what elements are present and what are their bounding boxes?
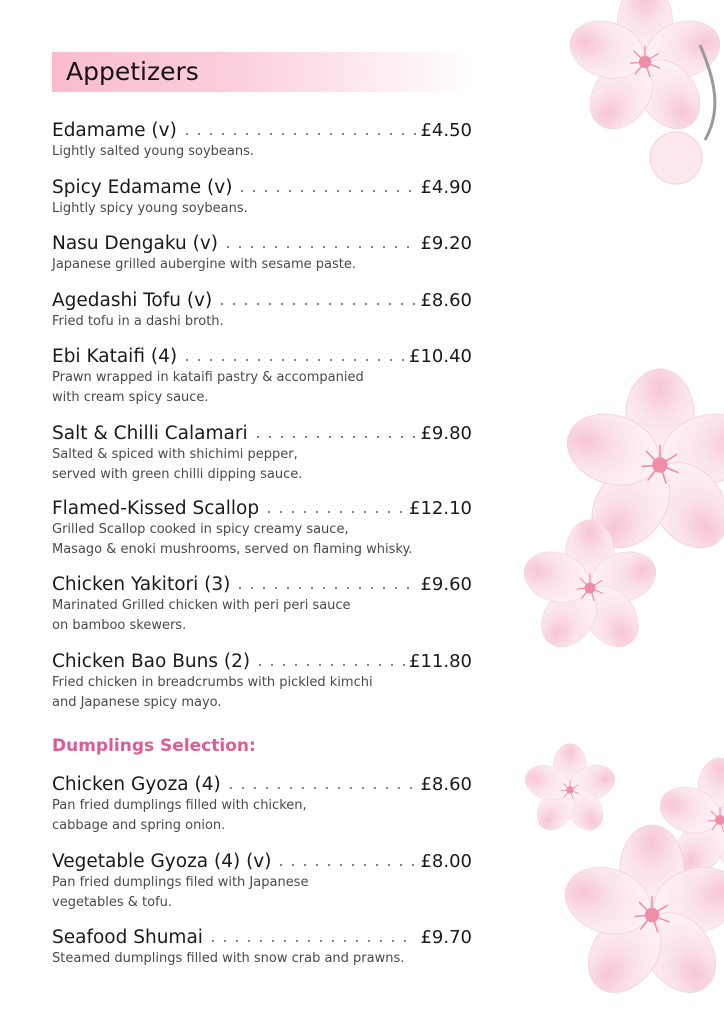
dumplings-heading: Dumplings Selection: (52, 736, 256, 756)
item-price: £10.40 (409, 346, 472, 367)
item-name: Chicken Yakitori (3) (52, 574, 231, 595)
dot-leader (263, 511, 405, 513)
item-description: Japanese grilled aubergine with sesame paste. (52, 257, 357, 272)
item-price: £11.80 (409, 651, 472, 672)
item-price: £8.00 (420, 851, 472, 872)
item-description: Fried chicken in breadcrumbs with pickled kimchi and Japanese spicy mayo. (52, 675, 373, 710)
section-header (52, 52, 472, 92)
menu-item-bao-buns (52, 646, 472, 713)
item-description: Marinated Grilled chicken with peri peri sauce on bamboo skewers. (52, 598, 351, 633)
item-name: Chicken Gyoza (4) (52, 774, 221, 795)
dot-leader (207, 940, 417, 942)
menu-item-spicy-edamame (52, 172, 472, 219)
item-price: £8.60 (420, 774, 472, 795)
item-description: Pan fried dumplings filled with chicken, cabbage and spring onion. (52, 798, 307, 833)
item-name: Vegetable Gyoza (4) (v) (52, 851, 272, 872)
item-price: £4.90 (420, 177, 472, 198)
blossom-edge (654, 758, 724, 883)
menu-item-seafood-shumai (52, 922, 472, 969)
dot-leader (181, 133, 417, 135)
dot-leader (252, 436, 417, 438)
item-price: £9.60 (420, 574, 472, 595)
item-price: £9.80 (420, 423, 472, 444)
blossom-mid-lower (518, 520, 663, 658)
item-name: Spicy Edamame (v) (52, 177, 233, 198)
item-description: Steamed dumplings filled with snow crab and prawns. (52, 951, 405, 966)
dot-leader (225, 787, 417, 789)
menu-item-edamame (52, 115, 472, 162)
menu-item-vegetable-gyoza (52, 846, 472, 913)
menu-item-scallop (52, 493, 472, 560)
item-name: Edamame (v) (52, 120, 177, 141)
item-name: Agedashi Tofu (v) (52, 290, 213, 311)
dot-leader (236, 190, 416, 192)
menu-item-ebi-kataifi (52, 341, 472, 408)
dot-leader (222, 246, 416, 248)
item-price: £12.10 (409, 498, 472, 519)
item-name: Seafood Shumai (52, 927, 203, 948)
dot-leader (181, 359, 405, 361)
item-description: Pan fried dumplings filed with Japanese vegetables & tofu. (52, 875, 309, 910)
item-description: Grilled Scallop cooked in spicy creamy sauce, Masago & enoki mushrooms, served on flaming whisky. (52, 522, 413, 557)
item-price: £8.60 (420, 290, 472, 311)
dot-leader (216, 303, 416, 305)
dot-leader (234, 587, 416, 589)
item-name: Salt & Chilli Calamari (52, 423, 248, 444)
menu-item-agedashi-tofu (52, 285, 472, 332)
item-description: Fried tofu in a dashi broth. (52, 314, 224, 329)
dot-leader (275, 864, 416, 866)
item-price: £9.20 (420, 233, 472, 254)
item-description: Prawn wrapped in kataifi pastry & accompanied with cream spicy sauce. (52, 370, 364, 405)
blossom-bottom-right (557, 825, 724, 1006)
item-name: Chicken Bao Buns (2) (52, 651, 251, 672)
blossom-mid-right (558, 369, 724, 563)
blossom-small (521, 744, 620, 838)
blossom-top-right (563, 0, 724, 141)
menu-item-calamari (52, 418, 472, 485)
dot-leader (254, 664, 405, 666)
menu-item-yakitori (52, 569, 472, 636)
section-title: Appetizers (66, 57, 199, 86)
item-description: Lightly salted young soybeans. (52, 144, 255, 159)
item-price: £4.50 (420, 120, 472, 141)
item-description: Salted & spiced with shichimi pepper, served with green chilli dipping sauce. (52, 447, 303, 482)
item-name: Flamed-Kissed Scallop (52, 498, 260, 519)
item-name: Nasu Dengaku (v) (52, 233, 218, 254)
item-name: Ebi Kataifi (4) (52, 346, 178, 367)
menu-item-nasu-dengaku (52, 228, 472, 275)
item-price: £9.70 (420, 927, 472, 948)
menu-item-chicken-gyoza (52, 769, 472, 836)
item-description: Lightly spicy young soybeans. (52, 201, 248, 216)
